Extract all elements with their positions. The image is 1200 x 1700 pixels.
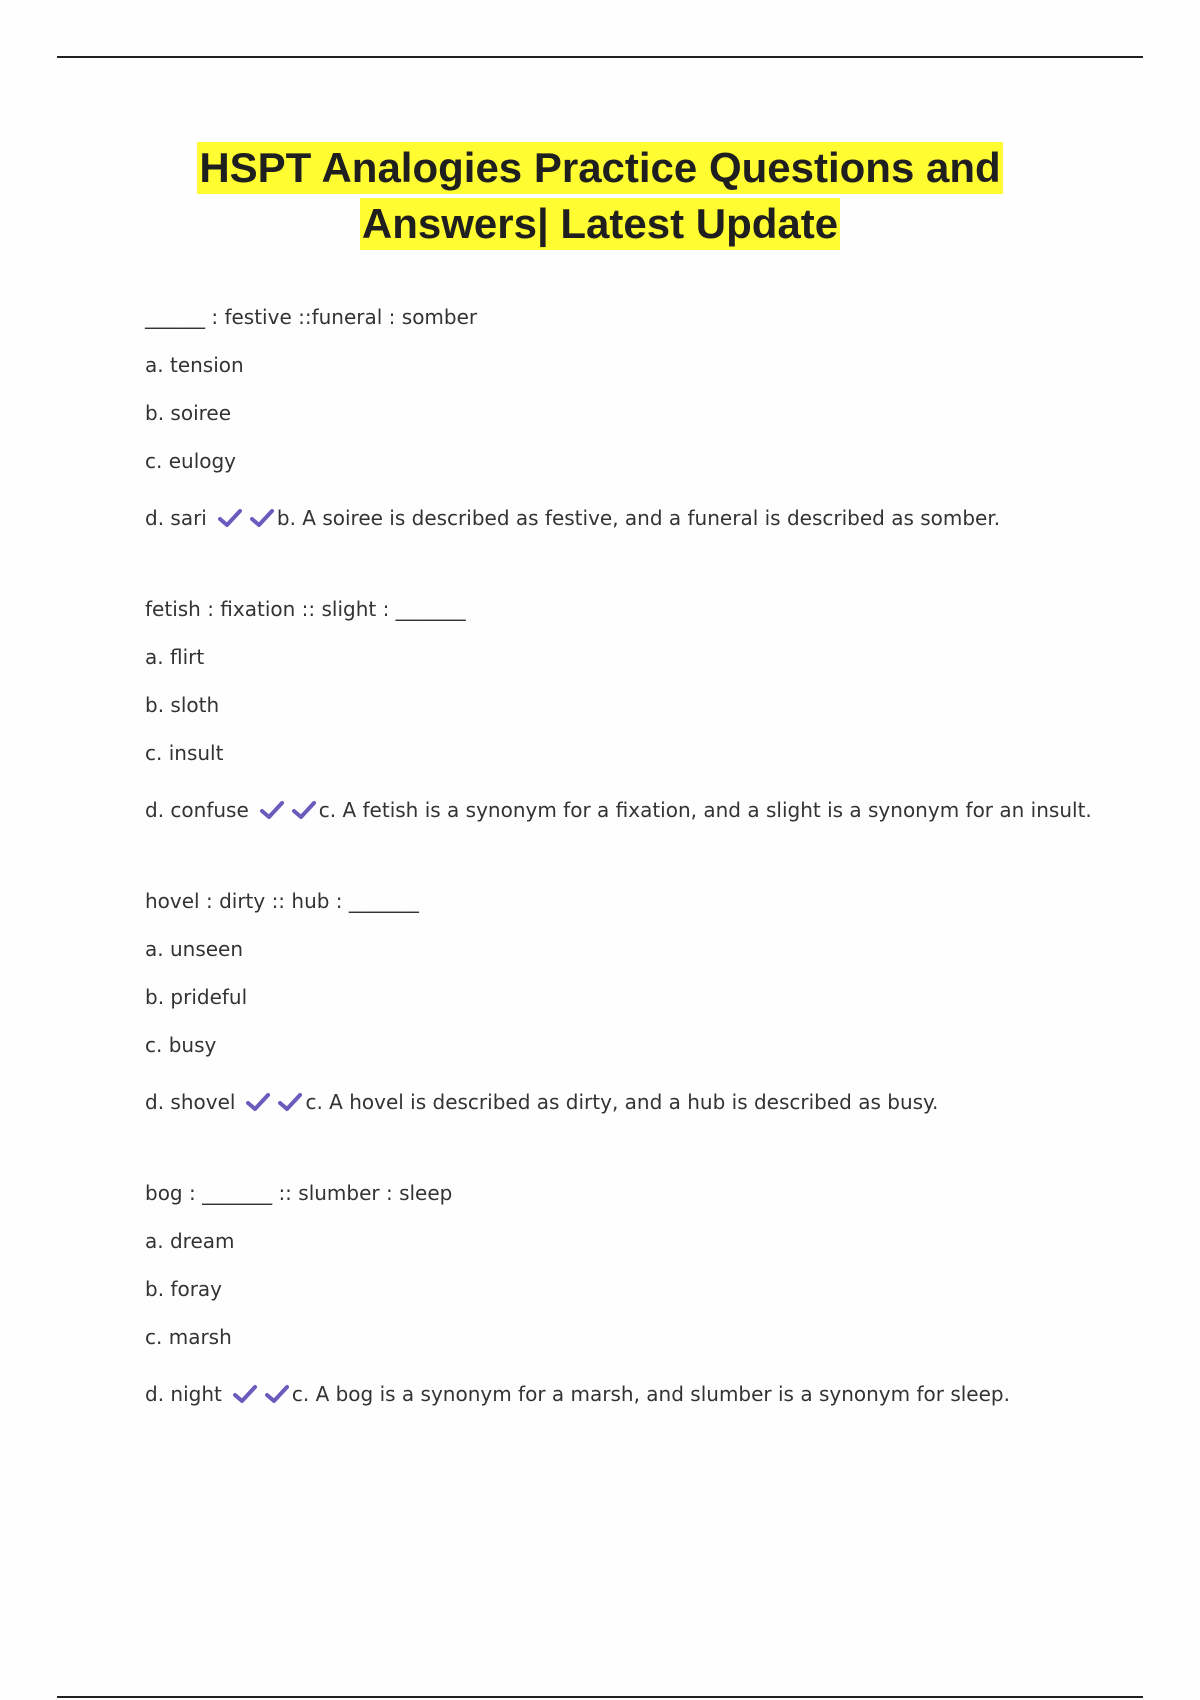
answer-explanation: c. A fetish is a synonym for a fixation, and a slight is a synonym for an insult. <box>318 798 1092 822</box>
option-a: a. unseen <box>145 937 244 961</box>
option-b: b. prideful <box>145 985 248 1009</box>
top-rule <box>57 56 1143 58</box>
checkmark-icon <box>245 1091 271 1113</box>
option-d: d. night <box>145 1382 222 1406</box>
title-line-1: HSPT Analogies Practice Questions and <box>197 142 1002 194</box>
questions-list <box>145 302 1125 1470</box>
answer-line <box>145 1078 1125 1126</box>
option-c: c. busy <box>145 1033 217 1057</box>
option-a: a. dream <box>145 1229 235 1253</box>
question-prompt: bog : _______ :: slumber : sleep <box>145 1181 453 1205</box>
option-b: b. sloth <box>145 693 220 717</box>
option-c: c. insult <box>145 741 224 765</box>
checkmark-icon <box>291 799 317 821</box>
option-b: b. soiree <box>145 401 232 425</box>
question-1 <box>145 302 1125 594</box>
checkmark-icon <box>264 1383 290 1405</box>
answer-explanation: c. A bog is a synonym for a marsh, and slumber is a synonym for sleep. <box>291 1382 1010 1406</box>
checkmark-icon <box>259 799 285 821</box>
answer-explanation: b. A soiree is described as festive, and a funeral is described as somber. <box>276 506 1001 530</box>
question-prompt: fetish : fixation :: slight : _______ <box>145 597 466 621</box>
answer-line <box>145 494 1125 542</box>
option-c: c. marsh <box>145 1325 232 1349</box>
answer-line <box>145 786 1125 834</box>
question-4 <box>145 1178 1125 1470</box>
answer-line <box>145 1370 1125 1418</box>
option-d: d. shovel <box>145 1090 236 1114</box>
checkmark-icon <box>232 1383 258 1405</box>
page-title <box>0 142 1200 250</box>
option-d: d. confuse <box>145 798 249 822</box>
checkmark-icon <box>217 507 243 529</box>
question-2 <box>145 594 1125 886</box>
question-prompt: hovel : dirty :: hub : _______ <box>145 889 419 913</box>
option-d: d. sari <box>145 506 207 530</box>
option-c: c. eulogy <box>145 449 237 473</box>
option-a: a. flirt <box>145 645 205 669</box>
checkmark-icon <box>249 507 275 529</box>
question-prompt: ______ : festive ::funeral : somber <box>145 305 478 329</box>
question-3 <box>145 886 1125 1178</box>
title-line-2: Answers| Latest Update <box>360 198 840 250</box>
answer-explanation: c. A hovel is described as dirty, and a hub is described as busy. <box>305 1090 939 1114</box>
bottom-rule <box>57 1696 1143 1698</box>
option-a: a. tension <box>145 353 244 377</box>
checkmark-icon <box>277 1091 303 1113</box>
option-b: b. foray <box>145 1277 223 1301</box>
